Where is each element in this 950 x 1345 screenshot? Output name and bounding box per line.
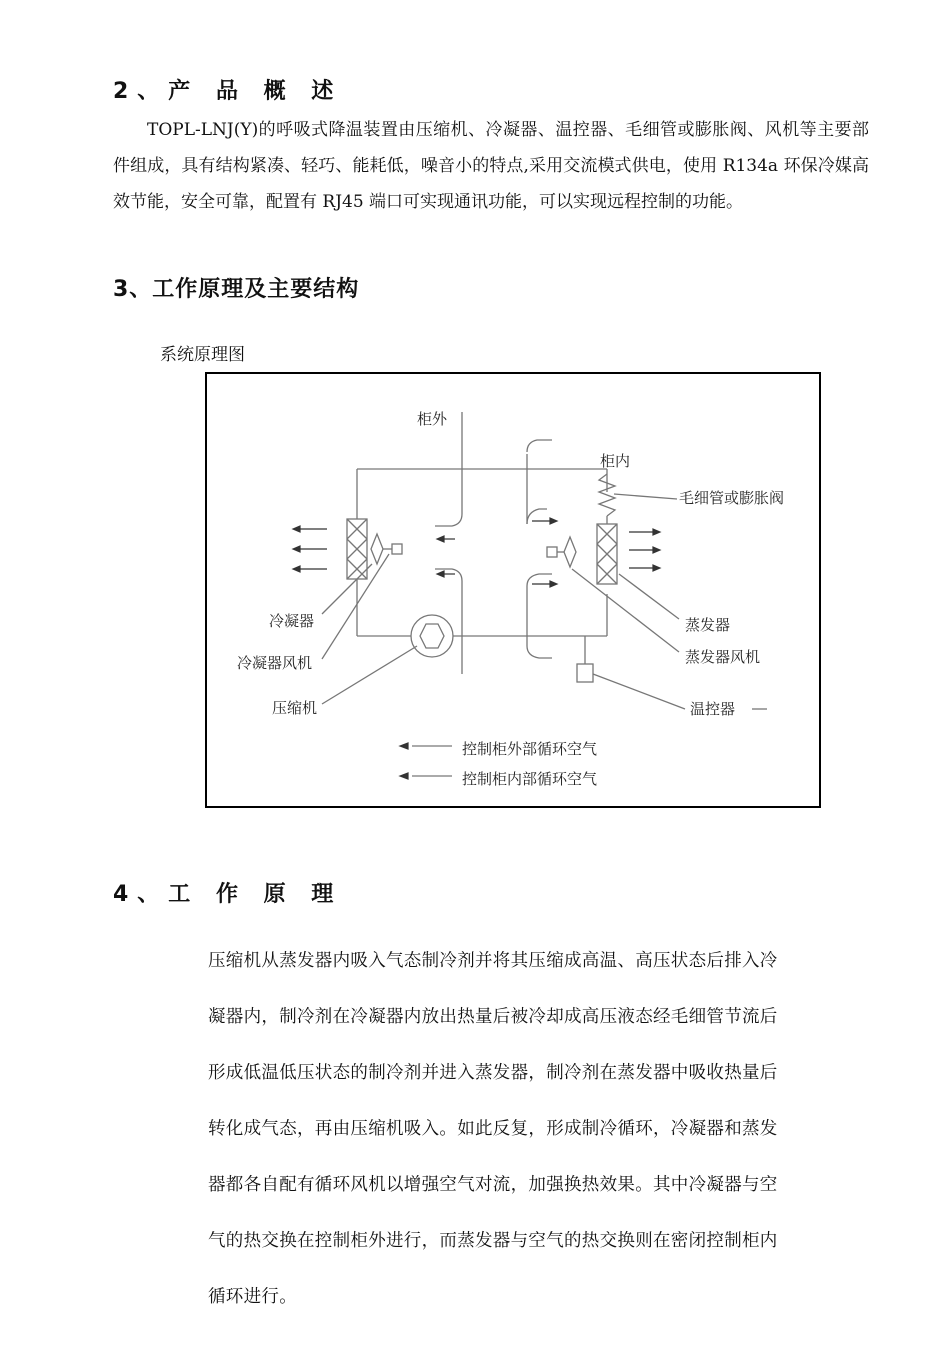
legend-label-inside: 控制柜内部循环空气: [462, 770, 598, 788]
leader-capillary: [614, 494, 677, 499]
leader-thermostat: [593, 674, 685, 709]
label-capillary: 毛细管或膨胀阀: [679, 489, 785, 507]
condenser-fan-motor: [392, 544, 402, 554]
section-4-line: 凝器内，制冷剂在冷凝器内放出热量后被冷却成高压液态经毛细管节流后: [208, 1007, 778, 1027]
diagram-caption: 系统原理图: [160, 345, 245, 365]
section-4-line: 器都各自配有循环风机以增强空气对流，加强换热效果。其中冷凝器与空: [208, 1175, 778, 1195]
section-2-paragraph: [113, 112, 869, 220]
section-2-paragraph-text: TOPL-LNJ(Y)的呼吸式降温装置由压缩机、冷凝器、温控器、毛细管或膨胀阀、风机等主要部件组成，具有结构紧凑、轻巧、能耗低，噪音小的特点,采用交流模式供电，使用 R134a 环保冷媒高效节能，安全可靠，配置有 RJ45 端口可实现通讯功能，可以实现远程控制的功能。: [113, 120, 869, 212]
section-4-body: [208, 933, 836, 1325]
section-4-line: 形成低温低压状态的制冷剂并进入蒸发器，制冷剂在蒸发器中吸收热量后: [208, 1063, 778, 1083]
section-4-line: 压缩机从蒸发器内吸入气态制冷剂并将其压缩成高温、高压状态后排入冷: [208, 951, 778, 971]
label-thermostat: 温控器: [690, 700, 736, 718]
label-compressor: 压缩机: [272, 699, 318, 717]
section-2-heading: 2、产 品 概 述: [113, 79, 343, 104]
label-outside: 柜外: [417, 410, 448, 428]
legend-label-outside: 控制柜外部循环空气: [462, 740, 598, 758]
label-evaporator: 蒸发器: [685, 616, 731, 634]
duct-inside-upper: [527, 440, 552, 524]
label-condenser: 冷凝器: [269, 612, 315, 630]
label-inside: 柜内: [600, 452, 631, 470]
leader-compressor: [322, 646, 417, 704]
compressor-symbol: [411, 615, 453, 657]
section-4-heading: 4、工 作 原 理: [113, 882, 343, 907]
section-3-heading: 3、工作原理及主要结构: [113, 277, 360, 302]
evaporator-fan-motor: [547, 547, 557, 557]
section-4-line: 循环进行。: [208, 1287, 297, 1307]
leader-evaporator-fan: [572, 569, 679, 652]
thermostat-symbol: [577, 664, 593, 682]
condenser-fan-blade: [371, 534, 383, 564]
system-schematic-diagram: [205, 372, 821, 808]
section-4-line: 气的热交换在控制柜外进行，而蒸发器与空气的热交换则在密闭控制柜内: [208, 1231, 778, 1251]
section-4-line: 转化成气态，再由压缩机吸入。如此反复，形成制冷循环，冷凝器和蒸发: [208, 1119, 778, 1139]
label-condenser-fan: 冷凝器风机: [237, 654, 313, 672]
evaporator-fan-blade: [564, 537, 576, 567]
label-evaporator-fan: 蒸发器风机: [685, 648, 761, 666]
duct-inside-lower: [527, 574, 552, 658]
